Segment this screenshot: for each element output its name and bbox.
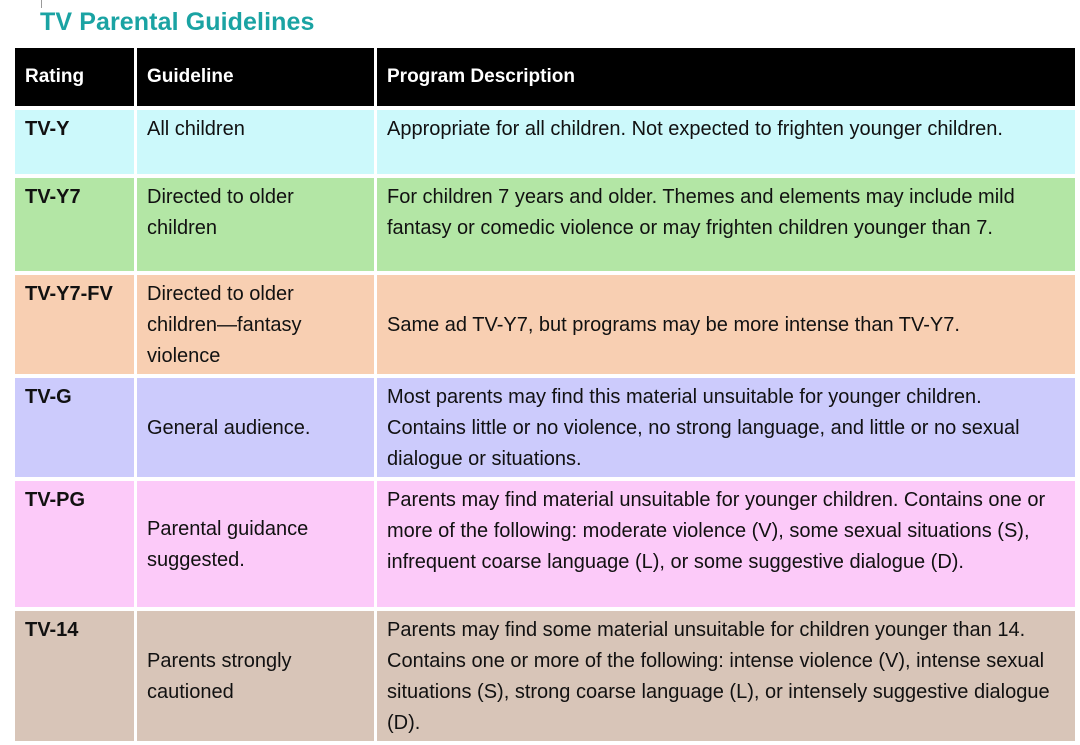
rating-cell: TV-Y <box>15 110 134 174</box>
rating-cell: TV-Y7-FV <box>15 275 134 374</box>
text-cursor-mark <box>41 0 42 8</box>
description-cell: Parents may find material unsuitable for younger children. Contains one or more of the following: moderate violence (V), some sexual situations (S), infrequent coarse language (L), or some suggestive dialogue (D). <box>377 481 1075 607</box>
guideline-cell: General audience. <box>137 378 374 477</box>
guideline-cell: Directed to older children—fantasy violence <box>137 275 374 374</box>
guideline-cell: Parental guidance suggested. <box>137 481 374 607</box>
description-cell: For children 7 years and older. Themes and elements may include mild fantasy or comedic violence or may frighten children younger than 7. <box>377 178 1075 271</box>
table-row <box>15 110 1075 174</box>
guideline-cell: Directed to older children <box>137 178 374 271</box>
header-program-description: Program Description <box>377 48 1075 106</box>
description-cell: Same ad TV-Y7, but programs may be more intense than TV-Y7. <box>377 275 1075 374</box>
table-row <box>15 481 1075 607</box>
table-row <box>15 611 1075 741</box>
rating-cell: TV-G <box>15 378 134 477</box>
table-row <box>15 178 1075 271</box>
guideline-cell: Parents strongly cautioned <box>137 611 374 741</box>
rating-cell: TV-14 <box>15 611 134 741</box>
guideline-cell: All children <box>137 110 374 174</box>
rating-cell: TV-Y7 <box>15 178 134 271</box>
page-title: TV Parental Guidelines <box>40 8 315 36</box>
table-row <box>15 378 1075 477</box>
rating-cell: TV-PG <box>15 481 134 607</box>
description-cell: Parents may find some material unsuitable for children younger than 14. Contains one or more of the following: intense violence (V), intense sexual situations (S), strong coarse language (L), or intensely suggestive dialogue (D). <box>377 611 1075 741</box>
description-cell: Appropriate for all children. Not expected to frighten younger children. <box>377 110 1075 174</box>
guidelines-table <box>12 44 1078 745</box>
header-guideline: Guideline <box>137 48 374 106</box>
table-header-row <box>15 48 1075 106</box>
table-row <box>15 275 1075 374</box>
description-cell: Most parents may find this material unsuitable for younger children. Contains little or no violence, no strong language, and little or no sexual dialogue or situations. <box>377 378 1075 477</box>
header-rating: Rating <box>15 48 134 106</box>
